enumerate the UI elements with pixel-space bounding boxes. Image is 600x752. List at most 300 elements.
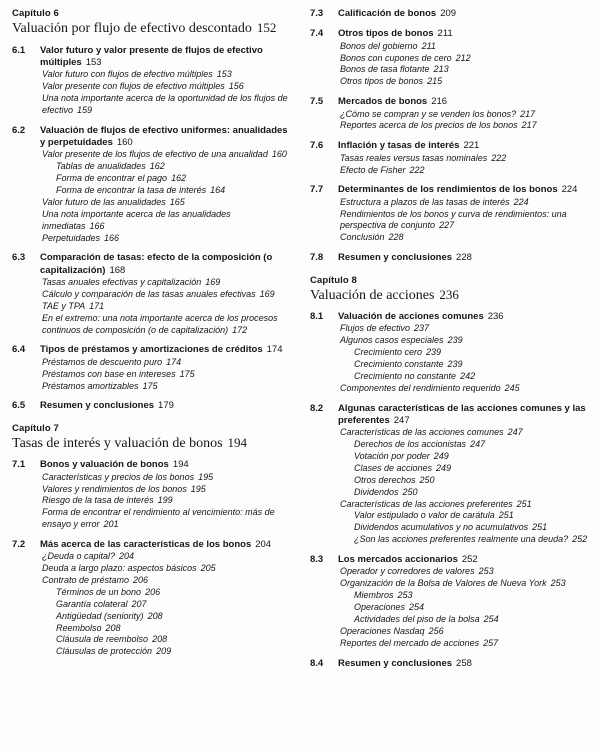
section-number: 7.7 (310, 184, 324, 196)
toc-entry (12, 587, 292, 599)
section-heading (12, 125, 292, 150)
entry-text: Cálculo y comparación de las tasas anuales efectivas (42, 288, 256, 299)
entry-page-number: 171 (89, 300, 105, 311)
chapter-heading (12, 8, 292, 38)
toc-section (310, 252, 590, 264)
entry-text: Cláusula de reembolso (56, 634, 149, 645)
entry-page-number: 195 (190, 483, 206, 494)
toc-section (12, 400, 292, 412)
section-heading (12, 400, 292, 412)
entry-page-number: 201 (103, 519, 119, 530)
toc-entry (310, 197, 590, 209)
section-title-text: Calificación de bonos (338, 8, 437, 19)
toc-entry (310, 510, 590, 522)
toc-entry (310, 614, 590, 626)
entry-page-number: 175 (179, 368, 195, 379)
section-title-text: Bonos y valuación de bonos (40, 459, 169, 471)
toc-section (12, 252, 292, 336)
entry-page-number: 212 (455, 52, 471, 63)
entry-page-number: 159 (77, 104, 93, 115)
entry-text: Bonos con cupones de cero (340, 52, 452, 63)
toc-entry (12, 575, 292, 587)
section-page-number: 228 (456, 252, 472, 264)
section-title (40, 125, 292, 150)
chapter-heading (12, 423, 292, 453)
entry-text: Préstamos con base en intereses (42, 368, 176, 379)
section-title-text: Mercados de bonos (338, 96, 428, 108)
entry-text: Términos de un bono (56, 586, 142, 597)
entry-page-number: 251 (516, 498, 532, 509)
toc-entry (12, 507, 292, 531)
entry-page-number: 175 (142, 380, 158, 391)
entry-page-number: 256 (428, 625, 444, 636)
section-title-text: Determinantes de los rendimientos de los bonos (338, 184, 558, 196)
section-title (40, 344, 292, 356)
section-number: 7.2 (12, 539, 26, 550)
entry-text: Reportes acerca de los precios de los bonos (340, 120, 518, 131)
toc-entry (12, 357, 292, 369)
chapter-title-text: Tasas de interés y valuación de bonos (12, 435, 223, 451)
section-title (40, 539, 292, 551)
section-number: 7.4 (310, 28, 324, 40)
section-title (338, 252, 590, 264)
entry-page-number: 249 (436, 462, 452, 473)
entry-text: Operaciones Nasdaq (340, 625, 425, 636)
section-number: 8.1 (310, 311, 324, 323)
entry-text: ¿Son las acciones preferentes realmente una deuda? (354, 534, 569, 545)
section-heading (12, 252, 292, 277)
section-title (338, 28, 590, 40)
entry-text: Otros tipos de bonos (340, 76, 424, 87)
entry-page-number: 174 (166, 356, 182, 367)
entry-text: Una nota importante acerca de la oportunidad de los flujos de efectivo (42, 92, 288, 115)
toc-entry (12, 623, 292, 635)
section-page-number: 216 (431, 96, 448, 108)
entry-text: Crecimiento cero (354, 347, 423, 358)
entry-page-number: 165 (169, 196, 185, 207)
toc-section (12, 539, 292, 658)
entry-text: Actividades del piso de la bolsa (354, 613, 480, 624)
section-heading (12, 344, 292, 356)
entry-page-number: 160 (271, 149, 287, 160)
toc-entry (310, 578, 590, 590)
section-page-number: 221 (463, 140, 480, 152)
section-heading (310, 403, 590, 428)
entry-text: Conclusión (340, 232, 385, 243)
entry-page-number: 217 (520, 108, 536, 119)
section-title (40, 252, 292, 277)
entry-page-number: 247 (470, 439, 486, 450)
entry-page-number: 166 (89, 220, 105, 231)
entry-page-number: 162 (171, 173, 187, 184)
entry-text: Reembolso (56, 622, 102, 633)
section-page-number: 168 (109, 264, 126, 276)
section-page-number: 236 (487, 311, 504, 323)
entry-page-number: 169 (205, 277, 221, 288)
entry-text: ¿Deuda o capital? (42, 551, 116, 562)
toc-entry (310, 475, 590, 487)
section-title-text: Tipos de préstamos y amortizaciones de créditos (40, 344, 263, 356)
entry-page-number: 169 (259, 288, 275, 299)
toc-entry (310, 638, 590, 650)
toc-entry (310, 165, 590, 177)
toc-entry (310, 64, 590, 76)
entry-text: Crecimiento no constante (354, 370, 457, 381)
section-page-number: 209 (440, 8, 457, 19)
entry-page-number: 250 (419, 474, 435, 485)
section-title-text: Los mercados accionarios (338, 554, 458, 566)
toc-entry (12, 313, 292, 337)
toc-entry (12, 149, 292, 161)
entry-page-number: 249 (433, 451, 449, 462)
entry-text: Derechos de los accionistas (354, 439, 467, 450)
entry-page-number: 209 (156, 646, 172, 657)
entry-page-number: 252 (572, 534, 588, 545)
section-page-number: 252 (461, 554, 478, 566)
section-title (40, 45, 292, 70)
toc-entry (310, 232, 590, 244)
chapter-title-text: Valuación por flujo de efectivo descontado (12, 21, 252, 36)
section-page-number: 160 (116, 137, 133, 149)
toc-column (12, 8, 292, 678)
section-number: 7.3 (310, 8, 324, 19)
entry-text: Antigüedad (seniority) (56, 610, 144, 621)
entry-text: Préstamos amortizables (42, 380, 139, 391)
entry-page-number: 208 (105, 622, 121, 633)
entry-page-number: 224 (513, 196, 529, 207)
toc-entry (12, 472, 292, 484)
entry-text: Riesgo de la tasa de interés (42, 495, 154, 506)
section-heading (310, 140, 590, 152)
toc-entry (12, 646, 292, 658)
section-number: 8.3 (310, 554, 324, 566)
entry-page-number: 245 (504, 382, 520, 393)
entry-text: Componentes del rendimiento requerido (340, 382, 501, 393)
entry-page-number: 227 (439, 220, 455, 231)
entry-page-number: 237 (414, 323, 430, 334)
section-heading (12, 459, 292, 471)
entry-text: Valores y rendimientos de los bonos (42, 483, 187, 494)
toc-entry (310, 566, 590, 578)
section-number: 6.5 (12, 400, 26, 412)
entry-text: Garantía colateral (56, 598, 128, 609)
section-heading (310, 311, 590, 323)
entry-text: Tasas reales versus tasas nominales (340, 152, 488, 163)
toc-entry (310, 499, 590, 511)
entry-page-number: 222 (491, 152, 507, 163)
entry-page-number: 208 (147, 610, 163, 621)
section-page-number: 224 (561, 184, 578, 196)
toc-section (310, 403, 590, 546)
toc-entry (310, 76, 590, 88)
section-title-text: Algunas características de las acciones comunes y las preferentes (338, 402, 586, 427)
section-title-text: Más acerca de las características de los bonos (40, 539, 252, 550)
entry-text: Operador y corredores de valores (340, 566, 475, 577)
toc-entry (12, 369, 292, 381)
entry-page-number: 215 (427, 76, 443, 87)
toc-entry (12, 209, 292, 233)
entry-text: ¿Cómo se compran y se venden los bonos? (340, 108, 517, 119)
section-number: 6.3 (12, 252, 26, 264)
section-number: 8.2 (310, 402, 324, 414)
section-title-text: Resumen y conclusiones (338, 252, 453, 264)
section-heading (310, 96, 590, 108)
entry-page-number: 251 (532, 522, 548, 533)
section-title (338, 8, 590, 20)
chapter-title (12, 20, 292, 38)
section-title (40, 400, 292, 412)
section-title-text: Resumen y conclusiones (338, 657, 453, 669)
entry-page-number: 239 (426, 347, 442, 358)
section-title-text: Otros tipos de bonos (338, 28, 434, 40)
entry-text: Valor estipulado o valor de carátula (354, 510, 495, 521)
entry-page-number: 213 (433, 64, 449, 75)
toc-entry (12, 611, 292, 623)
entry-text: Valor futuro de las anualidades (42, 196, 166, 207)
entry-text: Características y precios de los bonos (42, 471, 195, 482)
section-number: 6.1 (12, 44, 26, 56)
toc-entry (12, 81, 292, 93)
section-page-number: 153 (85, 56, 102, 68)
section-page-number: 247 (393, 415, 410, 427)
entry-text: Miembros (354, 590, 394, 601)
section-title (338, 658, 590, 670)
toc-section (310, 658, 590, 670)
toc-section (310, 28, 590, 88)
section-heading (12, 45, 292, 70)
entry-page-number: 251 (498, 510, 514, 521)
toc-entry (310, 41, 590, 53)
entry-text: Valor presente con flujos de efectivo múltiples (42, 81, 225, 92)
toc-entry (310, 602, 590, 614)
entry-text: Una nota importante acerca de las anualidades inmediatas (42, 208, 231, 231)
chapter-label: Capítulo 8 (310, 274, 357, 286)
entry-text: Características de las acciones comunes (340, 427, 504, 438)
entry-text: En el extremo: una nota importante acerca de los procesos continuos de composición (o de capitalización) (42, 312, 278, 335)
toc-entry (12, 161, 292, 173)
entry-page-number: 195 (198, 471, 214, 482)
toc-entry (12, 381, 292, 393)
section-title (338, 554, 590, 566)
entry-page-number: 253 (397, 590, 413, 601)
toc-section (310, 8, 590, 20)
section-number: 6.2 (12, 124, 26, 136)
toc-entry (12, 197, 292, 209)
entry-text: Valor futuro con flujos de efectivo múltiples (42, 69, 213, 80)
section-title (338, 96, 590, 108)
section-page-number: 179 (158, 400, 174, 412)
toc-section (310, 140, 590, 176)
entry-page-number: 164 (210, 185, 226, 196)
section-number: 6.4 (12, 344, 26, 356)
section-number: 7.1 (12, 459, 26, 471)
toc-section (310, 184, 590, 244)
entry-page-number: 204 (119, 551, 135, 562)
entry-page-number: 254 (409, 602, 425, 613)
section-heading (310, 658, 590, 670)
toc-columns (12, 8, 590, 678)
toc-entry (12, 69, 292, 81)
entry-text: Crecimiento constante (354, 359, 444, 370)
entry-text: Características de las acciones preferentes (340, 498, 513, 509)
toc-entry (310, 626, 590, 638)
entry-text: Deuda a largo plazo: aspectos básicos (42, 563, 197, 574)
toc-entry (12, 93, 292, 117)
entry-text: Forma de encontrar el pago (56, 173, 168, 184)
toc-entry (310, 371, 590, 383)
toc-section (310, 96, 590, 132)
section-title-text: Resumen y conclusiones (40, 400, 155, 412)
toc-section (12, 344, 292, 392)
chapter-title (12, 435, 292, 453)
entry-text: Votación por poder (354, 451, 430, 462)
toc-entry (310, 359, 590, 371)
entry-text: Contrato de préstamo (42, 575, 130, 586)
entry-page-number: 153 (216, 69, 232, 80)
entry-page-number: 166 (104, 232, 120, 243)
section-heading (310, 28, 590, 40)
section-title (338, 311, 590, 323)
entry-text: Efecto de Fisher (340, 164, 406, 175)
entry-text: Reportes del mercado de acciones (340, 637, 480, 648)
toc-entry (12, 563, 292, 575)
section-number: 7.5 (310, 96, 324, 108)
section-page-number: 194 (172, 459, 189, 471)
entry-page-number: 242 (460, 370, 476, 381)
entry-text: Algunos casos especiales (340, 335, 444, 346)
section-page-number: 174 (266, 344, 283, 356)
entry-page-number: 222 (409, 164, 425, 175)
toc-entry (12, 289, 292, 301)
entry-page-number: 207 (131, 598, 147, 609)
entry-text: Tablas de anualidades (56, 161, 146, 172)
section-title-text: Inflación y tasas de interés (338, 140, 460, 152)
section-page-number: 258 (456, 657, 472, 669)
toc-section (12, 459, 292, 531)
toc-entry (310, 153, 590, 165)
entry-page-number: 217 (521, 120, 537, 131)
entry-text: Bonos del gobierno (340, 40, 418, 51)
toc-entry (310, 120, 590, 132)
chapter-page-number: 152 (256, 20, 277, 35)
toc-entry (310, 451, 590, 463)
toc-entry (310, 463, 590, 475)
entry-page-number: 162 (149, 161, 165, 172)
entry-page-number: 205 (200, 563, 216, 574)
entry-text: Perpetuidades (42, 232, 101, 243)
entry-page-number: 211 (421, 40, 436, 51)
entry-text: Rendimientos de los bonos y curva de rendimientos: una perspectiva de conjunto (340, 208, 567, 231)
section-heading (310, 8, 590, 20)
entry-page-number: 228 (388, 232, 404, 243)
section-title (338, 403, 590, 428)
toc-entry (12, 277, 292, 289)
section-heading (12, 539, 292, 551)
toc-entry (310, 534, 590, 546)
toc-entry (12, 173, 292, 185)
toc-entry (310, 335, 590, 347)
entry-page-number: 208 (152, 634, 168, 645)
entry-text: Organización de la Bolsa de Valores de Nueva York (340, 578, 547, 589)
toc-entry (310, 383, 590, 395)
toc-section (12, 45, 292, 117)
toc-entry (12, 495, 292, 507)
toc-entry (12, 185, 292, 197)
entry-text: Cláusulas de protección (56, 646, 153, 657)
entry-text: TAE y TPA (42, 300, 86, 311)
toc-entry (310, 109, 590, 121)
chapter-page-number: 236 (439, 286, 459, 302)
entry-text: Dividendos (354, 486, 399, 497)
entry-text: Operaciones (354, 602, 406, 613)
entry-text: Flujos de efectivo (340, 323, 411, 334)
toc-entry (12, 599, 292, 611)
entry-page-number: 253 (478, 566, 494, 577)
chapter-label: Capítulo 7 (12, 422, 59, 434)
chapter-title (310, 287, 590, 305)
toc-section (310, 311, 590, 395)
toc-entry (12, 634, 292, 646)
entry-text: Dividendos acumulativos y no acumulativos (354, 522, 529, 533)
section-title (40, 459, 292, 471)
entry-text: Estructura a plazos de las tasas de interés (340, 196, 510, 207)
toc-section (12, 125, 292, 245)
entry-page-number: 247 (507, 427, 523, 438)
toc-entry (310, 439, 590, 451)
section-page-number: 204 (255, 539, 272, 550)
entry-text: Valor presente de los flujos de efectivo de una anualidad (42, 149, 268, 160)
toc-entry (12, 551, 292, 563)
entry-page-number: 257 (483, 637, 499, 648)
toc-entry (310, 427, 590, 439)
entry-text: Forma de encontrar la tasa de interés (56, 185, 207, 196)
toc-entry (12, 301, 292, 313)
section-heading (310, 184, 590, 196)
entry-page-number: 199 (157, 495, 173, 506)
entry-page-number: 239 (447, 359, 463, 370)
toc-entry (310, 590, 590, 602)
entry-page-number: 206 (145, 586, 161, 597)
section-title (338, 184, 590, 196)
entry-page-number: 253 (550, 578, 566, 589)
toc-entry (310, 323, 590, 335)
chapter-title-text: Valuación de acciones (310, 287, 435, 303)
section-title (338, 140, 590, 152)
entry-text: Bonos de tasa flotante (340, 64, 430, 75)
toc-entry (310, 53, 590, 65)
section-number: 7.8 (310, 252, 324, 264)
chapter-heading (310, 275, 590, 305)
section-heading (310, 554, 590, 566)
toc-entry (12, 233, 292, 245)
chapter-page-number: 194 (227, 434, 248, 450)
entry-page-number: 250 (402, 486, 418, 497)
section-number: 7.6 (310, 140, 324, 152)
section-title-text: Valuación de flujos de efectivo uniformes: anualidades y perpetuidades (40, 124, 288, 149)
entry-page-number: 254 (483, 613, 499, 624)
entry-page-number: 239 (447, 335, 463, 346)
section-page-number: 211 (437, 28, 453, 40)
toc-entry (12, 484, 292, 496)
entry-text: Otros derechos (354, 474, 416, 485)
toc-entry (310, 522, 590, 534)
entry-text: Clases de acciones (354, 462, 433, 473)
entry-page-number: 206 (133, 575, 149, 586)
entry-page-number: 156 (228, 81, 244, 92)
toc-entry (310, 487, 590, 499)
toc-entry (310, 347, 590, 359)
section-title-text: Valor futuro y valor presente de flujos de efectivo múltiples (40, 44, 263, 68)
